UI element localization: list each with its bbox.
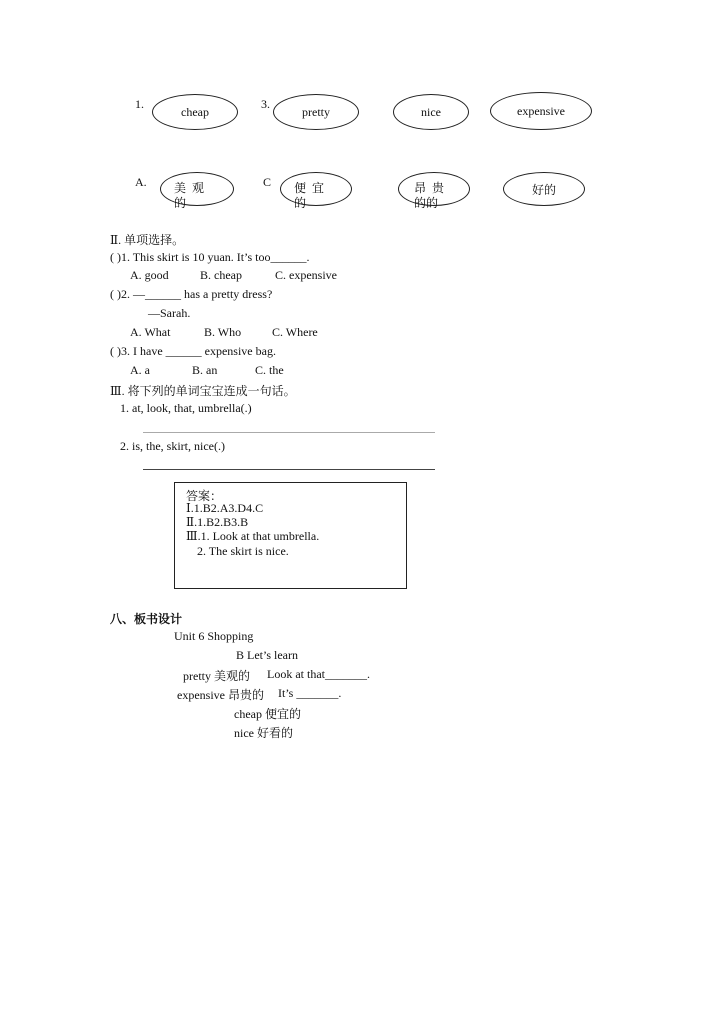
q3-option-a[interactable]: A. a — [130, 363, 150, 377]
meaning-oval-nice[interactable] — [503, 172, 585, 206]
sentence-item-2: 2. is, the, skirt, nice(.) — [120, 439, 225, 453]
q2-option-b[interactable]: B. Who — [204, 325, 242, 339]
board-row1-right: Look at that_______. — [267, 667, 370, 681]
matching-letter-a: A. — [135, 175, 147, 189]
question-2: ( )2. —______ has a pretty dress? — [110, 287, 273, 301]
sentence-item-1: 1. at, look, that, umbrella(.) — [120, 401, 252, 415]
word-pretty: pretty — [302, 104, 330, 119]
matching-number-1: 1. — [135, 97, 144, 111]
board-lesson: B Let’s learn — [236, 648, 298, 662]
answer-line-2[interactable] — [143, 469, 435, 470]
q2-option-a[interactable]: A. What — [130, 325, 171, 339]
board-row2-left: expensive 昂贵的 — [177, 688, 264, 702]
answer-line-section-2: Ⅱ.1.B2.B3.B — [186, 515, 249, 529]
q1-option-a[interactable]: A. good — [130, 268, 169, 282]
meaning-pretty: 美 观 的 — [174, 181, 205, 210]
answer-line-section-3b: 2. The skirt is nice. — [197, 544, 289, 558]
word-oval-cheap[interactable] — [152, 94, 238, 130]
word-cheap: cheap — [181, 104, 209, 119]
word-nice: nice — [421, 104, 441, 119]
q1-option-b[interactable]: B. cheap — [200, 268, 242, 282]
q3-option-b[interactable]: B. an — [192, 363, 218, 377]
board-row2-right: It’s _______. — [278, 686, 342, 700]
answer-line-section-1: Ⅰ.1.B2.A3.D4.C — [186, 501, 264, 515]
section-2-heading: Ⅱ. 单项选择。 — [110, 233, 185, 247]
q2-reply: —Sarah. — [148, 306, 191, 320]
board-row4: nice 好看的 — [234, 726, 293, 740]
matching-letter-c: C — [263, 175, 272, 189]
board-heading: 八、板书设计 — [110, 612, 183, 626]
word-expensive: expensive — [517, 103, 565, 118]
question-3: ( )3. I have ______ expensive bag. — [110, 344, 276, 358]
answer-line-section-3a: Ⅲ.1. Look at that umbrella. — [186, 529, 320, 543]
meaning-nice: 好的 — [531, 182, 556, 197]
question-1: ( )1. This skirt is 10 yuan. It’s too______. — [110, 250, 310, 264]
word-oval-pretty[interactable] — [273, 94, 359, 130]
board-row1-left: pretty 美观的 — [183, 669, 250, 683]
q1-option-c[interactable]: C. expensive — [275, 268, 337, 282]
section-3-heading: Ⅲ. 将下列的单词宝宝连成一句话。 — [110, 384, 296, 398]
word-oval-expensive[interactable] — [490, 92, 592, 130]
board-row3: cheap 便宜的 — [234, 707, 301, 721]
matching-number-3: 3. — [261, 97, 270, 111]
q2-option-c[interactable]: C. Where — [272, 325, 318, 339]
q3-option-c[interactable]: C. the — [255, 363, 284, 377]
meaning-cheap: 便 宜 的 — [294, 181, 325, 210]
meaning-expensive: 昂 贵 的的 — [414, 181, 445, 210]
answer-title: 答案： — [186, 489, 223, 503]
answer-line-1[interactable] — [143, 432, 435, 433]
board-unit: Unit 6 Shopping — [174, 629, 254, 643]
word-oval-nice[interactable] — [393, 94, 469, 130]
